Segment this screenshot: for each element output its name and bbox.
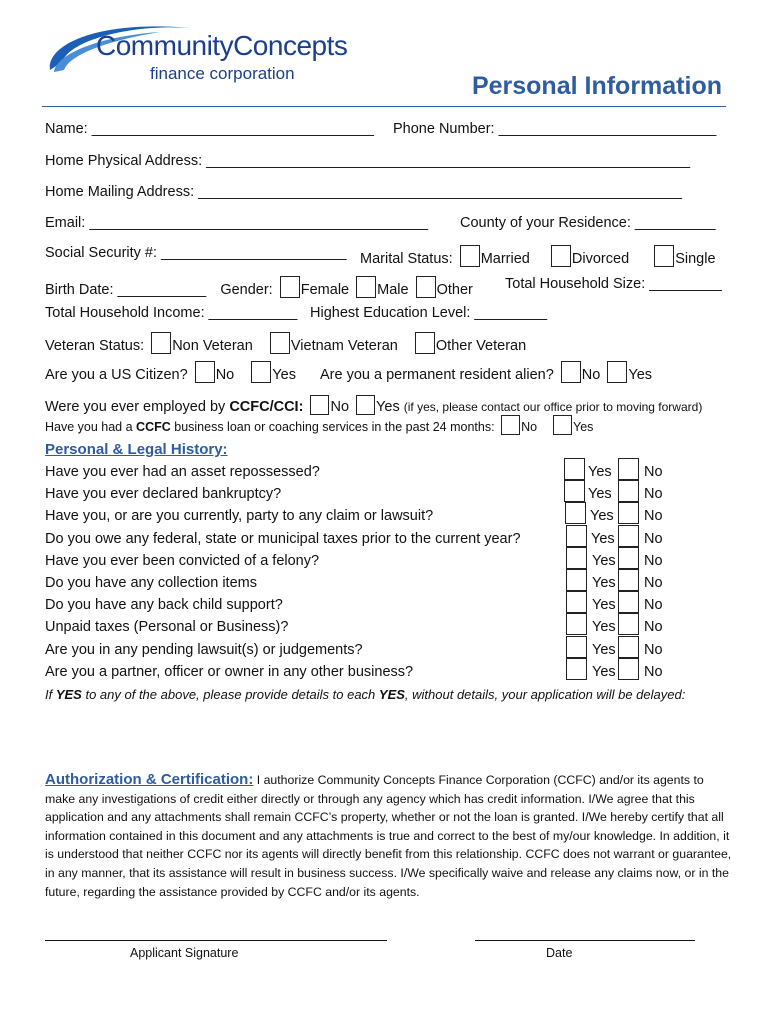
loan-no-checkbox[interactable] — [501, 415, 520, 435]
physical-address-field[interactable]: Home Physical Address: ____________________________________________________________ — [45, 153, 691, 169]
history-yes-checkbox[interactable] — [566, 569, 587, 591]
history-no-checkbox[interactable] — [618, 591, 639, 613]
history-question: Do you have any back child support? — [45, 597, 283, 614]
employed-yes-label: Yes — [376, 399, 400, 415]
history-no-label: No — [644, 508, 663, 525]
history-yes-label: Yes — [588, 486, 612, 503]
loan-question-a: Have you had a — [45, 420, 133, 434]
history-no-label: No — [644, 641, 663, 658]
vietnam-veteran-label: Vietnam Veteran — [290, 338, 398, 354]
history-yes-label: Yes — [592, 552, 616, 569]
history-yes-checkbox[interactable] — [566, 547, 587, 569]
history-note-yes: YES — [55, 687, 82, 702]
header-divider — [42, 106, 726, 107]
employed-note: (if yes, please contact our office prior to moving forward) — [403, 400, 703, 414]
employed-no-label: No — [330, 399, 350, 415]
applicant-signature-label: Applicant Signature — [130, 946, 239, 960]
date-line[interactable] — [475, 940, 695, 941]
history-yes-label: Yes — [592, 575, 616, 591]
history-note — [45, 687, 685, 702]
loan-question-b: business loan or coaching services in the past 24 months: — [174, 420, 495, 434]
history-yes-label: Yes — [592, 619, 616, 636]
marital-status-label: Marital Status: — [360, 251, 453, 267]
history-question: Have you, or are you currently, party to any claim or lawsuit? — [45, 508, 434, 525]
other-gender-label: Other — [436, 282, 473, 298]
citizen-question: Are you a US Citizen? — [45, 367, 188, 383]
other-veteran-label: Other Veteran — [435, 338, 527, 354]
married-label: Married — [480, 251, 530, 267]
applicant-signature-line[interactable] — [45, 940, 387, 941]
history-no-label: No — [644, 597, 663, 614]
single-label: Single — [675, 251, 716, 267]
loan-group — [45, 415, 593, 435]
history-question: Have you ever had an asset repossessed? — [45, 464, 320, 480]
history-no-checkbox[interactable] — [618, 458, 639, 480]
history-no-checkbox[interactable] — [618, 525, 639, 547]
employed-group — [45, 395, 702, 415]
history-yes-label: Yes — [592, 641, 616, 658]
history-no-checkbox[interactable] — [618, 480, 639, 502]
citizen-no-checkbox[interactable] — [195, 361, 215, 383]
resident-group — [320, 361, 652, 383]
history-no-checkbox[interactable] — [618, 502, 639, 524]
resident-yes-checkbox[interactable] — [607, 361, 627, 383]
history-yes-label: Yes — [588, 464, 612, 480]
veteran-status-group — [45, 332, 526, 354]
loan-yes-checkbox[interactable] — [553, 415, 572, 435]
history-question: Unpaid taxes (Personal or Business)? — [45, 619, 289, 636]
county-field[interactable]: County of your Residence: __________ — [460, 215, 716, 231]
history-yes-checkbox[interactable] — [566, 525, 587, 547]
loan-no-label: No — [521, 420, 538, 434]
phone-field[interactable]: Phone Number: ___________________________ — [393, 121, 717, 137]
history-no-label: No — [644, 486, 663, 503]
history-question: Have you ever declared bankruptcy? — [45, 486, 282, 503]
non-veteran-checkbox[interactable] — [151, 332, 171, 354]
vietnam-veteran-checkbox[interactable] — [270, 332, 290, 354]
history-no-label: No — [644, 530, 663, 547]
email-field[interactable]: Email: __________________________________________ — [45, 215, 429, 231]
history-question: Have you ever been convicted of a felony? — [45, 552, 320, 569]
history-yes-checkbox[interactable] — [565, 502, 586, 524]
history-heading: Personal & Legal History: — [45, 441, 228, 458]
other-gender-checkbox[interactable] — [416, 276, 436, 298]
employed-yes-checkbox[interactable] — [356, 395, 375, 415]
citizen-yes-label: Yes — [272, 367, 296, 383]
married-checkbox[interactable] — [460, 245, 480, 267]
female-checkbox[interactable] — [280, 276, 300, 298]
single-checkbox[interactable] — [654, 245, 674, 267]
birth-date-field[interactable]: Birth Date: ___________ — [45, 282, 207, 298]
history-no-checkbox[interactable] — [618, 569, 639, 591]
history-note-part: to any of the above, please provide details to each — [81, 687, 379, 702]
history-yes-label: Yes — [590, 508, 614, 525]
resident-question: Are you a permanent resident alien? — [320, 367, 554, 383]
mailing-address-field[interactable]: Home Mailing Address: ____________________________________________________________ — [45, 184, 682, 200]
citizen-no-label: No — [215, 367, 235, 383]
history-yes-checkbox[interactable] — [564, 480, 585, 502]
history-no-label: No — [644, 663, 663, 680]
authorization-text: I authorize Community Concepts Finance Corporation (CCFC) and/or its agents to make any investigations of credit either directly or through any agency which has credit information. I/We agree that this application and any attachments shall remain CCFC’s property, whether or not the loan is granted. I/We hereby certify that all information contained in this document and any attachments is true and correct to the best of my/our knowledge. In addition, it is understood that neither CCFC nor its agents will directly benefit from this relationship. CCFC does not warrant or guarantee, in any manner, that its assistance will result in business success. I/We specifically waive and release any claims now, or in the future, regarding the assistance provided by CCFC and/or its agents. — [45, 773, 732, 899]
logo-subtitle: finance corporation — [150, 64, 295, 83]
history-note-yes: YES — [378, 687, 405, 702]
history-question: Do you owe any federal, state or municipal taxes prior to the current year? — [45, 530, 521, 547]
history-yes-label: Yes — [591, 530, 615, 547]
citizen-yes-checkbox[interactable] — [251, 361, 271, 383]
history-note-part: If — [45, 687, 56, 702]
page-title: Personal Information — [471, 72, 722, 100]
history-no-checkbox[interactable] — [618, 547, 639, 569]
resident-yes-label: Yes — [628, 367, 653, 383]
authorization-heading: Authorization & Certification: — [45, 771, 254, 788]
history-yes-checkbox[interactable] — [566, 636, 587, 658]
history-yes-label: Yes — [592, 597, 616, 614]
history-no-checkbox[interactable] — [618, 658, 639, 680]
history-no-checkbox[interactable] — [618, 613, 639, 635]
logo-name: CommunityConcepts — [96, 30, 348, 61]
history-no-label: No — [644, 464, 663, 480]
employed-question-colon: : — [298, 399, 304, 415]
history-no-label: No — [644, 575, 663, 591]
loan-question-ccfc: CCFC — [136, 420, 171, 434]
veteran-status-label: Veteran Status: — [45, 338, 145, 354]
name-field[interactable]: Name: ___________________________________ — [45, 121, 374, 137]
company-logo — [40, 14, 348, 94]
divorced-label: Divorced — [571, 251, 630, 267]
resident-no-checkbox[interactable] — [561, 361, 581, 383]
divorced-checkbox[interactable] — [551, 245, 571, 267]
loan-yes-label: Yes — [573, 420, 594, 434]
employed-question: Were you ever employed by — [45, 399, 226, 415]
resident-no-label: No — [581, 367, 601, 383]
history-no-label: No — [644, 552, 663, 569]
gender-label: Gender: — [220, 282, 273, 298]
history-question: Are you a partner, officer or owner in any other business? — [45, 663, 414, 680]
education-field[interactable]: Highest Education Level: _________ — [310, 305, 548, 321]
household-size-field[interactable]: Total Household Size: _________ — [505, 276, 722, 292]
male-checkbox[interactable] — [356, 276, 376, 298]
birth-gender-row — [45, 276, 473, 298]
history-note-part: , without details, your application will be delayed: — [404, 687, 686, 702]
history-no-checkbox[interactable] — [618, 636, 639, 658]
authorization-section — [45, 771, 735, 901]
employed-no-checkbox[interactable] — [310, 395, 329, 415]
history-yes-checkbox[interactable] — [566, 613, 587, 635]
history-question: Do you have any collection items — [45, 575, 257, 591]
history-yes-checkbox[interactable] — [564, 458, 585, 480]
date-label: Date — [546, 946, 573, 960]
marital-status-group — [360, 245, 716, 267]
history-yes-checkbox[interactable] — [566, 658, 587, 680]
household-income-field[interactable]: Total Household Income: ___________ — [45, 305, 298, 321]
ssn-field[interactable]: Social Security #: _______________________ — [45, 245, 347, 261]
history-yes-label: Yes — [592, 663, 616, 680]
history-yes-checkbox[interactable] — [566, 591, 587, 613]
non-veteran-label: Non Veteran — [172, 338, 253, 354]
other-veteran-checkbox[interactable] — [415, 332, 435, 354]
male-label: Male — [377, 282, 409, 298]
history-question: Are you in any pending lawsuit(s) or judgements? — [45, 641, 363, 658]
female-label: Female — [300, 282, 350, 298]
citizen-group — [45, 361, 296, 383]
history-no-label: No — [644, 619, 663, 636]
employed-question-ccfc: CCFC/CCI — [229, 399, 299, 415]
